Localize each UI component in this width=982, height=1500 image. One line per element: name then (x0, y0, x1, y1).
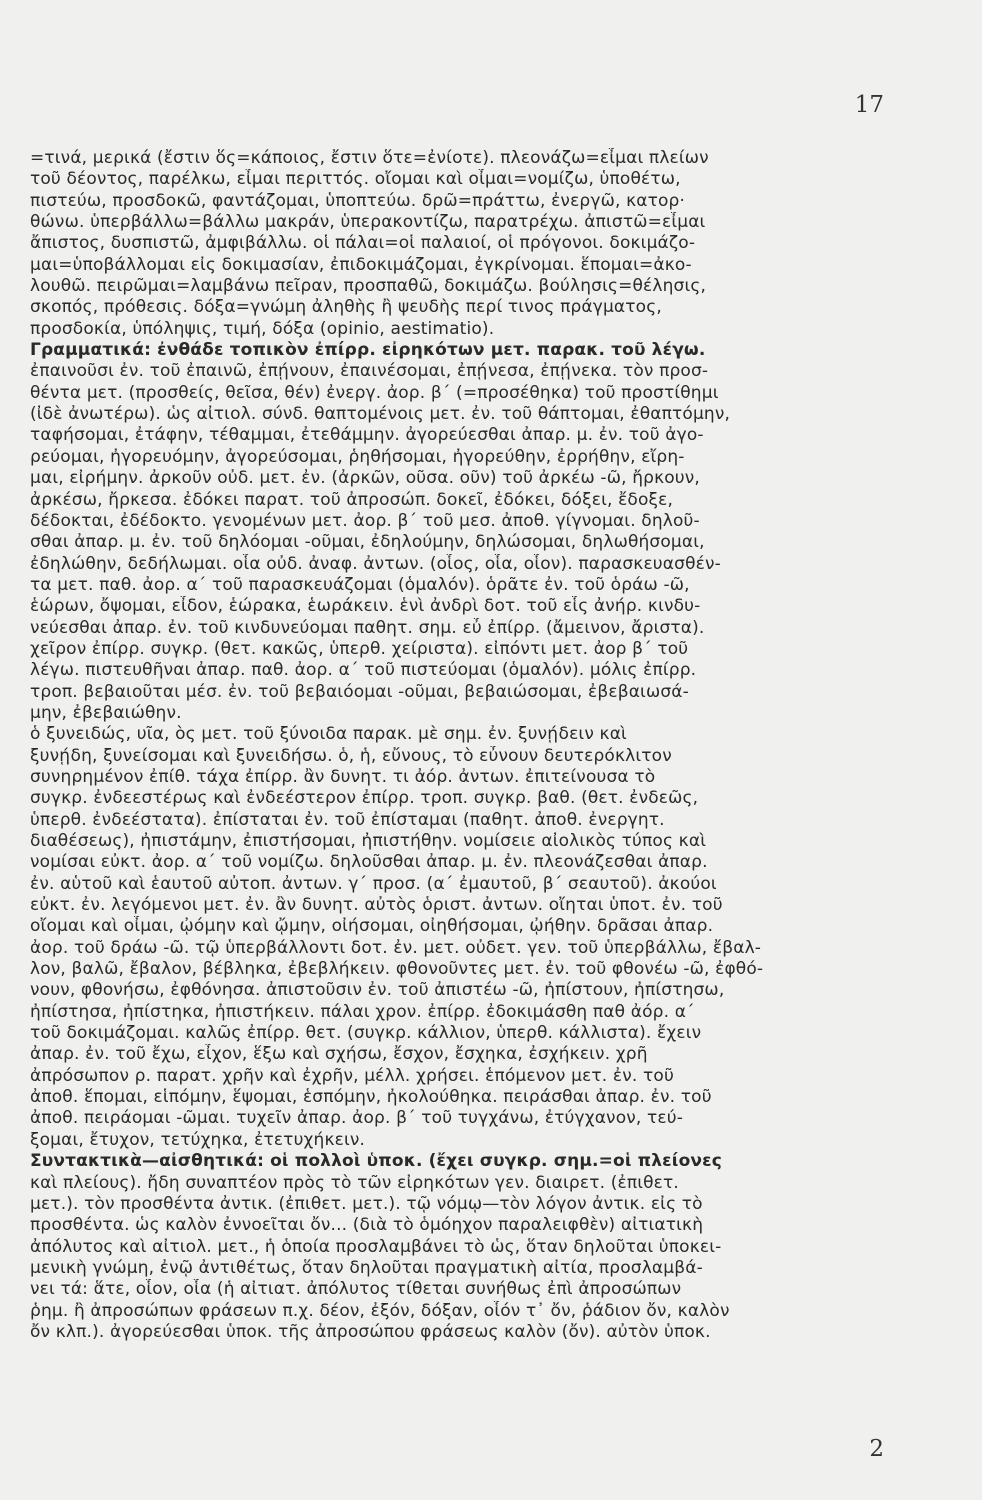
text-line: (ἰδὲ ἀνωτέρω). ὡς αἰτιολ. σύνδ. θαπτομένοις μετ. ἐν. τοῦ θάπτομαι, ἐθαπτόμην, (30, 404, 731, 425)
text-line: νει τά: ἅτε, οἷον, οἷα (ἡ αἰτιατ. ἀπόλυτος τίθεται συνήθως ἐπὶ ἀπροσώπων (30, 1279, 682, 1300)
text-line: Συντακτικὰ—αἰσθητικά: οἱ πολλοὶ ὑποκ. (ἔχει συγκρ. σημ.=οἱ πλείονες (30, 1151, 722, 1172)
text-line: ξομαι, ἔτυχον, τετύχηκα, ἐτετυχήκειν. (30, 1129, 366, 1150)
text-line: Γραμματικά: ἐνθάδε τοπικὸν ἐπίρρ. εἰρηκότων μετ. παρακ. τοῦ λέγω. (30, 340, 706, 361)
text-line: ρεύομαι, ἠγορευόμην, ἀγορεύσομαι, ῥηθήσομαι, ἠγορεύθην, ἐρρήθην, εἴρη- (30, 446, 685, 467)
text-line: μαι=ὑποβάλλομαι εἰς δοκιμασίαν, ἐπιδοκιμάζομαι, ἐγκρίνομαι. ἕπομαι=ἀκο- (30, 254, 692, 275)
text-line: ἀποθ. πειράομαι -ῶμαι. τυχεῖν ἀπαρ. ἀορ. β΄ τοῦ τυγχάνω, ἐτύγχανον, τεύ- (30, 1108, 684, 1129)
text-line: προσθέντα. ὡς καλὸν ἐννοεῖται ὄν... (διὰ τὸ ὁμόηχον παραλειφθὲν) αἰτιατικὴ (30, 1215, 704, 1236)
text-line: τροπ. βεβαιοῦται μέσ. ἐν. τοῦ βεβαιόομαι -οῦμαι, βεβαιώσομαι, ἐβεβαιωσά- (30, 681, 689, 702)
text-line: χεῖρον ἐπίρρ. συγκρ. (θετ. κακῶς, ὑπερθ. χείριστα). εἰπόντι μετ. ἀορ β΄ τοῦ (30, 638, 689, 659)
text-line: τοῦ δέοντος, παρέλκω, εἶμαι περιττός. οἴομαι καὶ οἶμαι=νομίζω, ὑποθέτω, (30, 169, 681, 190)
text-line: ξυνῄδη, ξυνείσομαι καὶ ξυνειδήσω. ὁ, ἡ, εὔνους, τὸ εὖνουν δευτερόκλιτον (30, 745, 672, 766)
text-line: οἴομαι καὶ οἶμαι, ᾠόμην καὶ ᾤμην, οἰήσομαι, οἰηθήσομαι, ᾠήθην. δρᾶσαι ἀπαρ. (30, 916, 714, 937)
text-line: =τινά, μερικά (ἔστιν ὅς=κάποιος, ἔστιν ὅτε=ἐνίοτε). πλεονάζω=εἶμαι πλείων (30, 148, 709, 168)
text-line: νουν, φθονήσω, ἐφθόνησα. ἀπιστοῦσιν ἐν. τοῦ ἀπιστέω -ῶ, ἠπίστουν, ἠπίστησω, (30, 980, 725, 1001)
text-line: νομίσαι εὐκτ. ἀορ. α΄ τοῦ νομίζω. δηλοῦσθαι ἀπαρ. μ. ἐν. πλεονάζεσθαι ἀπαρ. (30, 852, 708, 873)
text-line: ὁ ξυνειδώς, υῖα, ὸς μετ. τοῦ ξύνοιδα παρακ. μὲ σημ. ἐν. ξυνῄδειν καὶ (30, 724, 627, 745)
text-line: ἀπρόσωπον ρ. παρατ. χρῆν καὶ ἐχρῆν, μέλλ. χρήσει. ἑπόμενον μετ. ἐν. τοῦ (30, 1065, 674, 1086)
text-line: τα μετ. παθ. ἀορ. α΄ τοῦ παρασκευάζομαι (ὁμαλόν). ὁρᾶτε ἐν. τοῦ ὁράω -ῶ, (30, 574, 690, 595)
text-line: δέδοκται, ἐδέδοκτο. γενομένων μετ. ἀορ. β΄ τοῦ μεσ. ἀποθ. γίγνομαι. δηλοῦ- (30, 510, 700, 531)
text-line: ἀρκέσω, ἤρκεσα. ἐδόκει παρατ. τοῦ ἀπροσώπ. δοκεῖ, ἐδόκει, δόξει, ἔδοξε, (30, 489, 674, 510)
text-line: ἀορ. τοῦ δράω -ῶ. τῷ ὑπερβάλλοντι δοτ. ἐν. μετ. οὐδετ. γεν. τοῦ ὑπερβάλλω, ἔβαλ- (30, 937, 762, 958)
text-line: ἐπαινοῦσι ἐν. τοῦ ἐπαινῶ, ἐπῄνουν, ἐπαινέσομαι, ἐπῄνεσα, ἐπῄνεκα. τὸν προσ- (30, 361, 709, 382)
page-text (30, 148, 954, 1343)
text-line: ἄπιστος, δυσπιστῶ, ἀμφιβάλλω. οἱ πάλαι=οἱ παλαιοί, οἱ πρόγονοι. δοκιμάζο- (30, 233, 696, 254)
text-line: ὄν κλπ.). ἀγορεύεσθαι ὑποκ. τῆς ἀπροσώπου φράσεως καλὸν (ὄν). αὐτὸν ὑποκ. (30, 1321, 711, 1342)
page-number: 17 (854, 92, 884, 118)
text-line: τοῦ δοκιμάζομαι. καλῶς ἐπίρρ. θετ. (συγκρ. κάλλιον, ὑπερθ. κάλλιστα). ἔχειν (30, 1023, 702, 1044)
text-line: λον, βαλῶ, ἔβαλον, βέβληκα, ἐβεβλήκειν. φθονοῦντες μετ. ἐν. τοῦ φθονέω -ῶ, ἐφθό- (30, 959, 764, 980)
text-line: ταφήσομαι, ἐτάφην, τέθαμμαι, ἐτεθάμμην. ἀγορεύεσθαι ἀπαρ. μ. ἐν. τοῦ ἀγο- (30, 425, 704, 446)
text-line: μενικὴ γνώμη, ἐνῷ ἀντιθέτως, ὅταν δηλοῦται πραγματικὴ αἰτία, προσλαμβά- (30, 1257, 703, 1278)
text-line: πιστεύω, προσδοκῶ, φαντάζομαι, ὑποπτεύω. δρῶ=πράττω, ἐνεργῶ, κατορ· (30, 190, 686, 211)
text-line: θώνω. ὑπερβάλλω=βάλλω μακράν, ὑπερακοντίζω, παρατρέχω. ἀπιστῶ=εἶμαι (30, 212, 706, 233)
text-line: ῥημ. ἢ ἀπροσώπων φράσεων π.χ. δέον, ἐξόν, δόξαν, οἷόν τ᾿ ὄν, ῥάδιον ὄν, καλὸν (30, 1300, 730, 1321)
text-line: ἑώρων, ὄψομαι, εἶδον, ἑώρακα, ἑωράκειν. ἑνὶ ἀνδρὶ δοτ. τοῦ εἷς ἀνήρ. κινδυ- (30, 596, 701, 617)
text-line: συνηρημένον ἐπίθ. τάχα ἐπίρρ. ἂν δυνητ. τι ἀόρ. ἀντων. ἐπιτείνουσα τὸ (30, 766, 656, 787)
text-line: μαι, εἰρήμην. ἀρκοῦν οὐδ. μετ. ἐν. (ἀρκῶν, οῦσα. οῦν) τοῦ ἀρκέω -ῶ, ἤρκουν, (30, 468, 700, 489)
text-line: νεύεσθαι ἀπαρ. ἐν. τοῦ κινδυνεύομαι παθητ. σημ. εὖ ἐπίρρ. (ἄμεινον, ἄριστα). (30, 617, 705, 638)
text-line: ἀποθ. ἕπομαι, εἱπόμην, ἕψομαι, ἑσπόμην, ἠκολούθηκα. πειράσθαι ἀπαρ. ἐν. τοῦ (30, 1087, 712, 1108)
text-line: σθαι ἀπαρ. μ. ἐν. τοῦ δηλόομαι -οῦμαι, ἐδηλούμην, δηλώσομαι, δηλωθήσομαι, (30, 532, 705, 553)
text-line: συγκρ. ἐνδεεστέρως καὶ ἐνδεέστερον ἐπίρρ. τροπ. συγκρ. βαθ. (θετ. ἐνδεῶς, (30, 788, 699, 809)
footer-page-number: 2 (869, 1436, 884, 1462)
text-line: λέγω. πιστευθῆναι ἀπαρ. παθ. ἀορ. α΄ τοῦ πιστεύομαι (ὁμαλόν). μόλις ἐπίρρ. (30, 660, 697, 681)
text-line: μην, ἐβεβαιώθην. (30, 702, 182, 723)
text-line: καὶ πλείους). ἤδη συναπτέον πρὸς τὸ τῶν εἰρηκότων γεν. διαιρετ. (ἐπιθετ. (30, 1172, 679, 1193)
text-line: προσδοκία, ὑπόληψις, τιμή, δόξα (opinio, aestimatio). (30, 318, 495, 339)
text-line: λουθῶ. πειρῶμαι=λαμβάνω πεῖραν, προσπαθῶ, δοκιμάζω. βούλησις=θέλησις, (30, 276, 707, 297)
text-line: ἀπόλυτος καὶ αἰτιολ. μετ., ἡ ὁποία προσλαμβάνει τὸ ὡς, ὅταν δηλοῦται ὑποκει- (30, 1236, 722, 1257)
text-line: ἀπαρ. ἐν. τοῦ ἔχω, εἶχον, ἕξω καὶ σχήσω, ἔσχον, ἔσχηκα, ἐσχήκειν. χρῆ (30, 1044, 648, 1065)
text-line: ἐδηλώθην, δεδήλωμαι. οἷα οὐδ. ἀναφ. ἀντων. (οἷος, οἷα, οἷον). παρασκευασθέν- (30, 553, 721, 574)
text-line: ὑπερθ. ἐνδεέστατα). ἐπίσταται ἐν. τοῦ ἐπίσταμαι (παθητ. ἀποθ. ἐνεργητ. (30, 809, 665, 830)
text-line: εὐκτ. ἐν. λεγόμενοι μετ. ἐν. ἂν δυνητ. αὐτὸς ὁριστ. ἀντων. οἴηται ὑποτ. ἐν. τοῦ (30, 895, 723, 916)
text-line: μετ.). τὸν προσθέντα ἀντικ. (ἐπιθετ. μετ.). τῷ νόμῳ—τὸν λόγον ἀντικ. εἰς τὸ (30, 1193, 703, 1214)
text-line: θέντα μετ. (προσθείς, θεῖσα, θέν) ἐνεργ. ἀορ. β΄ (=προσέθηκα) τοῦ προστίθημι (30, 382, 719, 403)
text-line: ἠπίστησα, ἠπίστηκα, ἠπιστήκειν. πάλαι χρον. ἐπίρρ. ἐδοκιμάσθη παθ ἀόρ. α΄ (30, 1001, 695, 1022)
text-line: διαθέσεως), ἠπιστάμην, ἐπιστήσομαι, ἠπιστήθην. νομίσειε αἰολικὸς τύπος καὶ (30, 831, 707, 851)
text-line: ἐν. αὑτοῦ καὶ ἑαυτοῦ αὐτοπ. ἀντων. γ΄ προσ. (α΄ ἐμαυτοῦ, β΄ σεαυτοῦ). ἀκούοι (30, 873, 717, 894)
text-line: σκοπός, πρόθεσις. δόξα=γνώμη ἀληθὴς ἢ ψευδὴς περί τινος πράγματος, (30, 297, 662, 318)
